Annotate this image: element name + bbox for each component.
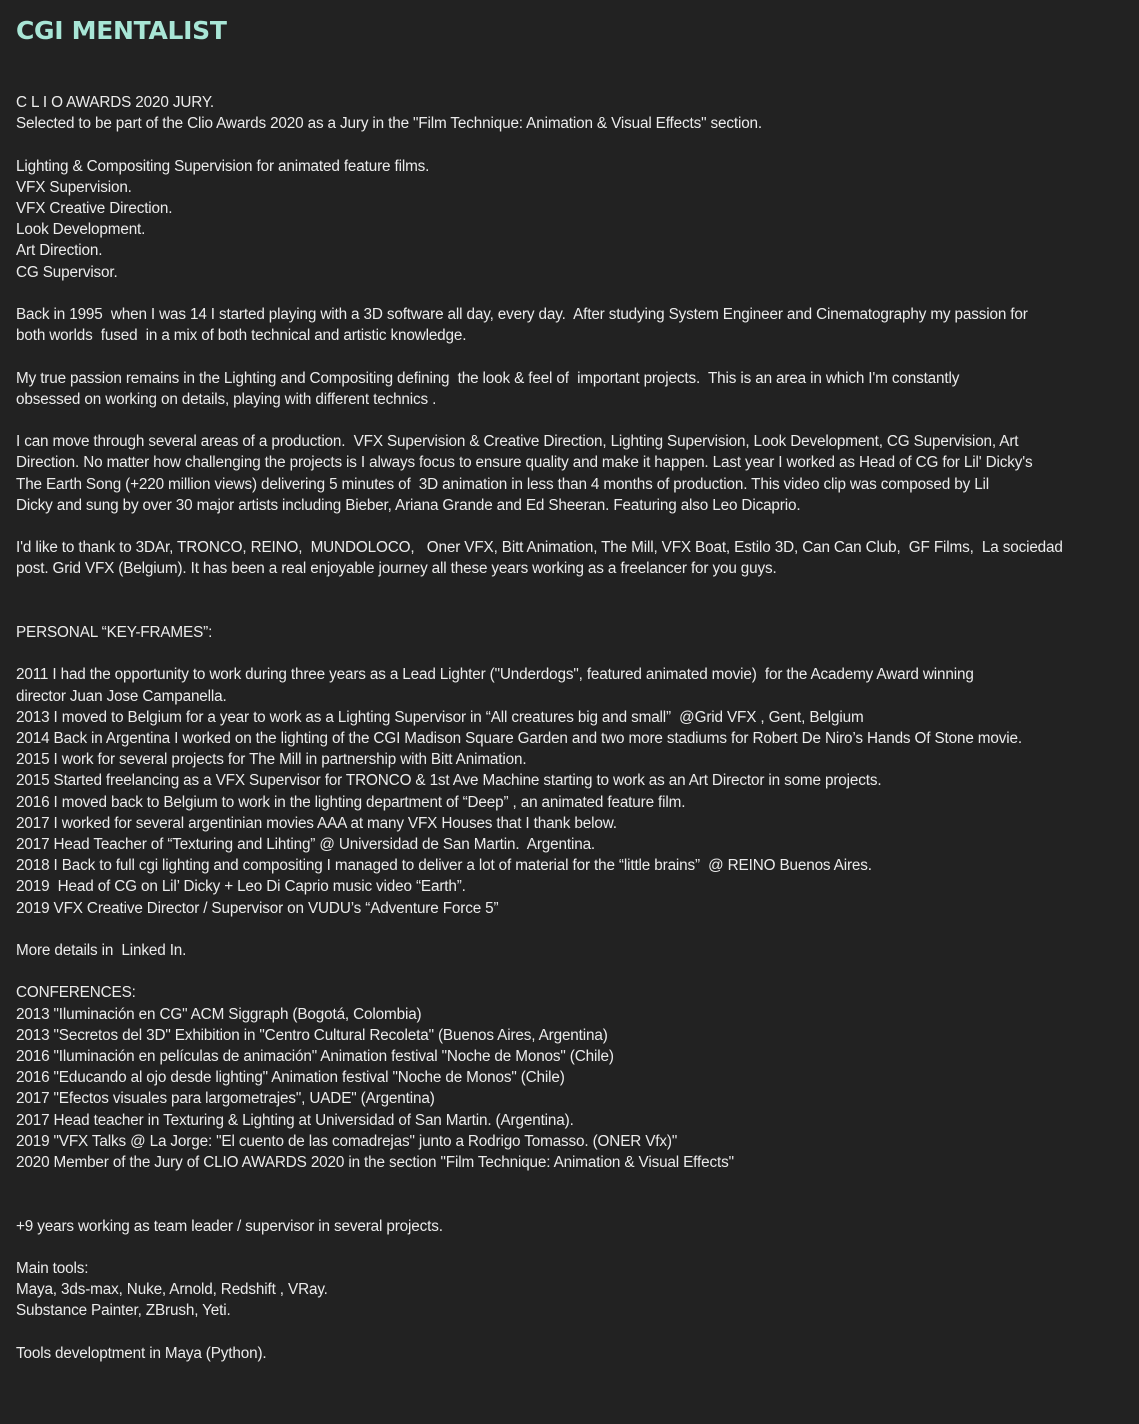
page [16,14,1131,1364]
bio-paragraph-4 [16,537,1131,579]
role-item: VFX Creative Direction. [16,200,173,217]
conference-item: 2017 Head teacher in Texturing & Lighting at Universidad of San Martin. (Argentina). [16,1111,574,1129]
tools-item: Maya, 3ds-max, Nuke, Arnold, Redshift , VRay. [16,1281,328,1299]
bio-paragraph-2 [16,368,1131,410]
keyframe-item: 2015 Started freelancing as a VFX Supervisor for TRONCO & 1st Ave Machine starting to work as an Art Director in some projects. [16,772,882,790]
bio-line: The Earth Song (+220 million views) delivering 5 minutes of 3D animation in less than 4 months of production. This video clip was composed by Lil [16,475,990,493]
role-item: Art Direction. [16,242,103,260]
role-item: Lighting & Compositing Supervision for animated feature films. [16,157,430,175]
conferences-section [16,982,1131,1173]
conference-item: 2013 "Secretos del 3D" Exhibition in "Centro Cultural Recoleta" (Buenos Aires, Argentina) [16,1026,608,1044]
jury-section [16,92,1131,134]
keyframe-item: 2019 Head of CG on Lil’ Dicky + Leo Di Caprio music video “Earth”. [16,878,466,896]
conference-item: 2017 "Efectos visuales para largometrajes", UADE" (Argentina) [16,1090,435,1108]
bio-line: post. Grid VFX (Belgium). It has been a real enjoyable journey all these years working as a freelancer for you guys. [16,560,777,578]
experience-text: +9 years working as team leader / supervisor in several projects. [16,1217,443,1235]
content [16,92,1131,1364]
conference-item: 2019 "VFX Talks @ La Jorge: "El cuento de las comadrejas" junto a Rodrigo Tomasso. (ONER Vfx)" [16,1132,678,1150]
bio-line: Dicky and sung by over 30 major artists including Bieber, Ariana Grande and Ed Sheeran. Featuring also Leo Dicaprio. [16,496,801,514]
bio-line: I'd like to thank to 3DAr, TRONCO, REINO, MUNDOLOCO, Oner VFX, Bitt Animation, The Mill, VFX Boat, Estilo 3D, Can Can Club, GF Films, La sociedad [16,539,1063,557]
bio-paragraph-3 [16,431,1131,516]
conference-item: 2020 Member of the Jury of CLIO AWARDS 2020 in the section "Film Technique: Animation & Visual Effects" [16,1154,734,1171]
keyframe-item: 2016 I moved back to Belgium to work in the lighting department of “Deep” , an animated feature film. [16,793,686,811]
keyframe-item: 2018 I Back to full cgi lighting and compositing I managed to deliver a lot of material for the “little brains” @ REINO Buenos Aires. [16,857,872,875]
tools-development-text: Tools developtment in Maya (Python). [16,1344,267,1362]
keyframe-item: 2013 I moved to Belgium for a year to work as a Lighting Supervisor in “All creatures big and small” @Grid VFX , Gent, Belgium [16,708,864,726]
keyframe-item: director Juan Jose Campanella. [16,687,227,705]
conferences-heading: CONFERENCES: [16,984,136,1002]
bio-line: obsessed on working on details, playing with different technics . [16,390,437,408]
bio-line: I can move through several areas of a production. VFX Supervision & Creative Direction, Lighting Supervision, Look Development, CG Supervision, Art [16,433,1019,451]
keyframes-section [16,622,1131,919]
keyframe-item: 2017 I worked for several argentinian movies AAA at many VFX Houses that I thank below. [16,814,617,832]
tools-heading: Main tools: [16,1259,89,1277]
bio-line: Back in 1995 when I was 14 I started playing with a 3D software all day, every day. After studying System Engineer and Cinematography my passion for [16,306,1028,323]
tools-item: Substance Painter, ZBrush, Yeti. [16,1302,231,1320]
keyframe-item: 2015 I work for several projects for The Mill in partnership with Bitt Animation. [16,751,527,769]
roles-list [16,156,1131,283]
role-item: Look Development. [16,221,146,239]
keyframe-item: 2014 Back in Argentina I worked on the lighting of the CGI Madison Square Garden and two more stadiums for Robert De Niro’s Hands Of Stone movie. [16,729,1022,747]
tools-section [16,1258,1131,1322]
bio-line: My true passion remains in the Lighting and Compositing defining the look & feel of important projects. This is an area in which I'm constantly [16,369,960,387]
bio-line: Direction. No matter how challenging the projects is I always focus to ensure quality and make it happen. Last year I worked as Head of CG for Lil' Dicky's [16,454,1033,472]
jury-text: Selected to be part of the Clio Awards 2020 as a Jury in the "Film Technique: Animation & Visual Effects" section. [16,115,763,133]
bio-line: both worlds fused in a mix of both technical and artistic knowledge. [16,327,467,345]
page-title: CGI MENTALIST [16,16,227,45]
conference-item: 2013 "Iluminación en CG" ACM Siggraph (Bogotá, Colombia) [16,1005,422,1023]
conference-item: 2016 "Iluminación en películas de animación" Animation festival "Noche de Monos" (Chile) [16,1047,614,1065]
jury-heading: C L I O AWARDS 2020 JURY. [16,94,215,111]
role-item: CG Supervisor. [16,263,118,281]
keyframes-heading: PERSONAL “KEY-FRAMES”: [16,623,213,641]
more-details-text: More details in Linked In. [16,941,187,959]
keyframe-item: 2019 VFX Creative Director / Supervisor on VUDU’s “Adventure Force 5” [16,899,499,917]
bio-paragraph-1 [16,304,1131,346]
conference-item: 2016 "Educando al ojo desde lighting" Animation festival "Noche de Monos" (Chile) [16,1069,565,1087]
role-item: VFX Supervision. [16,178,132,196]
keyframe-item: 2017 Head Teacher of “Texturing and Lihting” @ Universidad de San Martin. Argentina. [16,835,596,853]
keyframe-item: 2011 I had the opportunity to work during three years as a Lead Lighter ("Underdogs", featured animated movie) for the Academy Award winning [16,666,974,684]
